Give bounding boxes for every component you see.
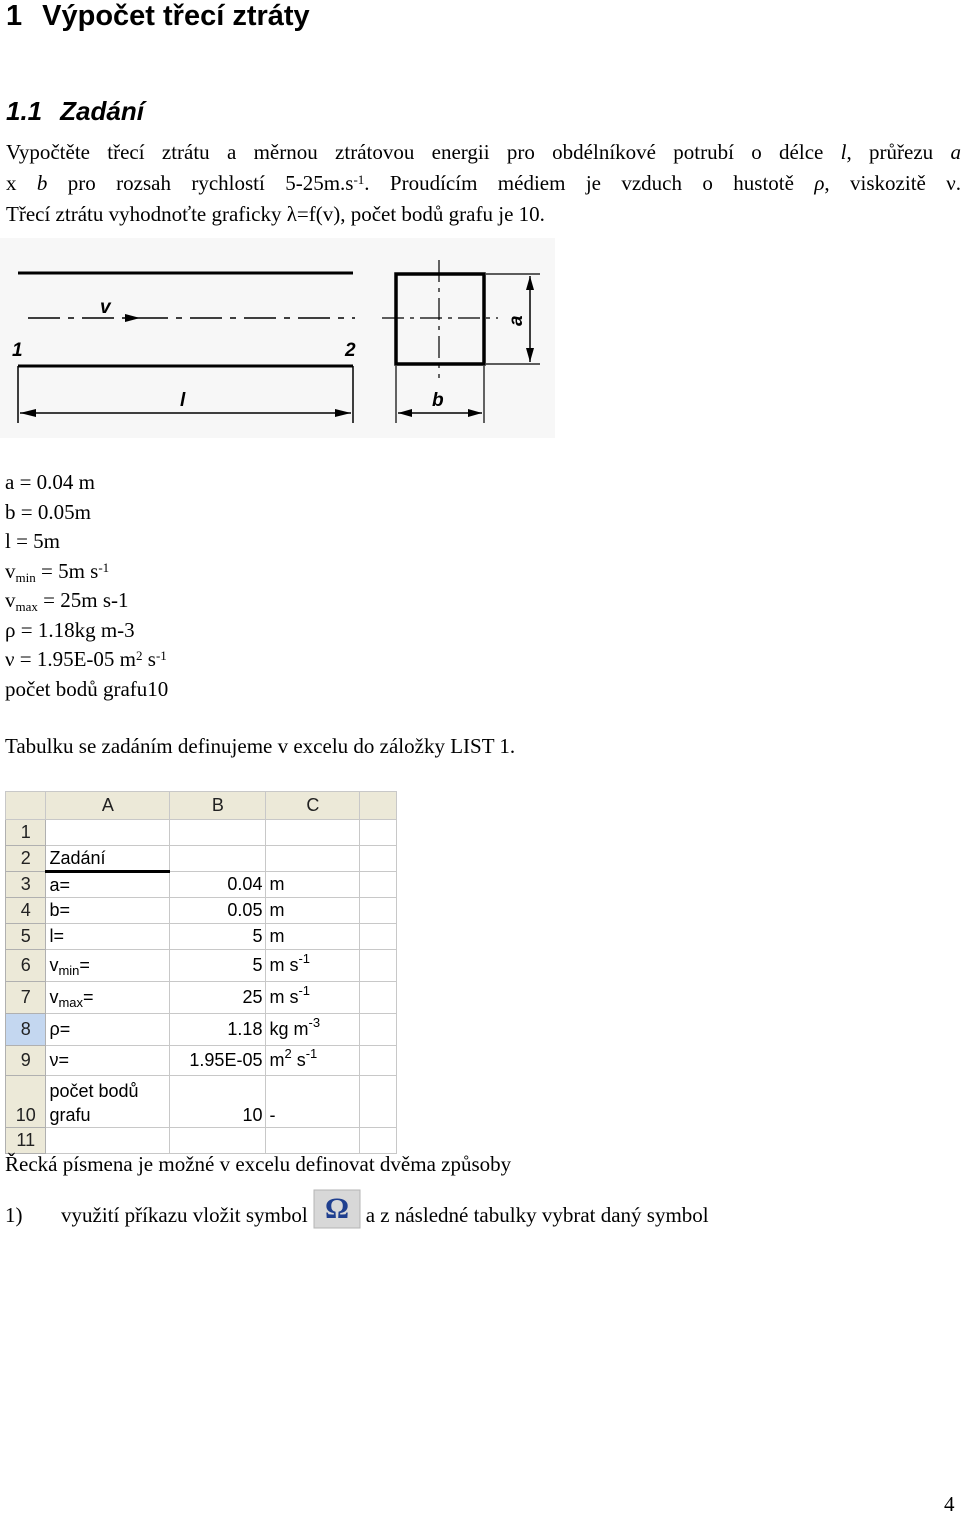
param-nu-value: ν = 1.95E-05 m — [5, 647, 136, 671]
cell-value[interactable]: 5 — [170, 950, 266, 982]
cell-label[interactable]: l= — [46, 924, 170, 950]
cell[interactable] — [360, 820, 397, 846]
param-nu-unit: s — [142, 647, 156, 671]
cell[interactable] — [170, 820, 266, 846]
excel-sheet — [5, 791, 397, 1151]
param-rho: ρ = 1.18kg m-3 — [5, 617, 135, 642]
column-header-a[interactable]: A — [46, 792, 170, 820]
intro-text: . Proudícím médiem je vzduch o hustotě — [364, 171, 815, 195]
intro-text: Třecí ztrátu vyhodnoťte graficky λ=f(v), počet bodů grafu je 10. — [6, 202, 545, 226]
cell-label-line: počet bodů — [49, 1081, 139, 1101]
row-header[interactable]: 2 — [6, 846, 46, 872]
cell[interactable] — [360, 1014, 397, 1046]
omega-icon[interactable] — [314, 1190, 360, 1228]
cell-label[interactable] — [46, 950, 170, 982]
row-header[interactable]: 3 — [6, 872, 46, 898]
intro-text: pro rozsah rychlostí 5-25m.s — [47, 171, 354, 195]
cell-unit[interactable]: m — [266, 872, 360, 898]
chapter-number: 1 — [6, 0, 23, 32]
param-l: l = 5m — [5, 529, 61, 553]
row-header-selected[interactable]: 8 — [6, 1014, 46, 1046]
param-points: počet bodů grafu10 — [5, 676, 169, 701]
cell-value[interactable]: 0.05 — [170, 898, 266, 924]
row-header[interactable]: 11 — [6, 1128, 46, 1154]
var-a: a — [950, 140, 961, 164]
column-header-extra[interactable] — [360, 792, 397, 820]
exponent: -1 — [353, 172, 365, 187]
cell-unit-exponent: -1 — [298, 951, 311, 966]
cell-symbol: v — [49, 955, 59, 975]
cell-value[interactable]: 25 — [170, 982, 266, 1014]
column-header-b[interactable]: B — [170, 792, 266, 820]
var-l: l — [840, 140, 847, 164]
cell-unit-exponent: -1 — [305, 1046, 318, 1061]
cell-unit[interactable] — [266, 1014, 360, 1046]
list-item-text: a z následné tabulky vybrat daný symbol — [365, 1202, 709, 1227]
cell[interactable] — [266, 1128, 360, 1154]
row-header[interactable]: 6 — [6, 950, 46, 982]
cell[interactable] — [360, 1128, 397, 1154]
cell[interactable] — [170, 1128, 266, 1154]
cell[interactable] — [46, 820, 170, 846]
cell-unit[interactable]: m — [266, 898, 360, 924]
section-heading — [6, 96, 144, 127]
intro-text: x — [6, 171, 37, 195]
cell-value[interactable]: 10 — [170, 1076, 266, 1128]
cell-zadani[interactable]: Zadání — [46, 846, 170, 872]
cell[interactable] — [360, 1076, 397, 1128]
rho-symbol: ρ — [814, 171, 825, 195]
cell-label[interactable]: a= — [46, 872, 170, 898]
label-a: a — [506, 315, 527, 326]
cell-label[interactable]: ρ= — [46, 1014, 170, 1046]
nu-symbol: ν — [946, 171, 956, 195]
param-vmax-subscript: max — [15, 599, 38, 614]
parameter-list — [5, 468, 168, 704]
param-nu — [5, 645, 168, 675]
diagram-background — [0, 238, 555, 438]
cell-label[interactable]: ν= — [46, 1046, 170, 1076]
column-header-c[interactable]: C — [266, 792, 360, 820]
cell-unit[interactable]: - — [266, 1076, 360, 1128]
cell-subscript: max — [58, 995, 84, 1010]
param-nu-exponent: 2 — [136, 648, 143, 663]
param-vmin-subscript: min — [15, 569, 36, 585]
row-header[interactable]: 4 — [6, 898, 46, 924]
cell-unit-exponent: -1 — [298, 983, 311, 998]
cell-unit-base: m s — [269, 955, 299, 975]
intro-text: , viskozitě — [824, 171, 947, 195]
cell-label[interactable] — [46, 982, 170, 1014]
label-v: v — [100, 297, 111, 318]
list-item-text: využití příkazu vložit symbol — [61, 1202, 308, 1227]
greek-letters-text: Řecká písmena je možné v excelu definovat dvěma způsoby — [5, 1152, 512, 1176]
row-header[interactable]: 1 — [6, 820, 46, 846]
row-header[interactable]: 9 — [6, 1046, 46, 1076]
intro-text: . — [955, 171, 961, 195]
cell[interactable] — [266, 820, 360, 846]
pipe-diagram — [0, 238, 560, 438]
cell-value[interactable]: 1.95E-05 — [170, 1046, 266, 1076]
cell-value[interactable]: 1.18 — [170, 1014, 266, 1046]
cell-value[interactable]: 0.04 — [170, 872, 266, 898]
cell-subscript: min — [58, 963, 80, 978]
param-vmin-symbol: v — [5, 558, 16, 583]
cell[interactable] — [170, 846, 266, 872]
label-b: b — [432, 390, 444, 411]
cell-label-line: grafu — [49, 1105, 91, 1125]
var-b: b — [36, 171, 48, 195]
cell-unit-base: m s — [269, 987, 299, 1007]
cell-value[interactable]: 5 — [170, 924, 266, 950]
cell[interactable] — [360, 898, 397, 924]
cell[interactable] — [46, 1128, 170, 1154]
cell-equals: = — [79, 955, 90, 975]
chapter-title: Výpočet třecí ztráty — [42, 0, 310, 32]
cell-symbol: v — [49, 987, 59, 1007]
param-a: a = 0.04 m — [5, 470, 95, 494]
cell[interactable] — [360, 950, 397, 982]
cell[interactable] — [360, 846, 397, 872]
label-2: 2 — [345, 340, 356, 361]
param-vmax-value: = 25m s-1 — [37, 588, 129, 612]
list-item — [5, 1192, 709, 1236]
page-number: 4 — [944, 1492, 955, 1516]
section-number: 1.1 — [6, 96, 43, 126]
svg-text:Ω: Ω — [324, 1192, 349, 1225]
param-vmin-exponent: -1 — [98, 559, 110, 575]
param-vmin — [5, 557, 168, 587]
intro-text: Vypočtěte třecí ztrátu a měrnou ztrátovou energii pro obdélníkové potrubí o délce — [6, 140, 841, 164]
assignment-paragraph — [6, 137, 961, 230]
cell-unit-base: m — [269, 1050, 285, 1070]
list-item-number: 1) — [5, 1202, 23, 1227]
cell-unit-exponent: -3 — [308, 1015, 321, 1030]
cell-unit-base: s — [291, 1050, 306, 1070]
cell-label[interactable]: b= — [46, 898, 170, 924]
param-b: b = 0.05m — [5, 499, 91, 524]
param-nu-exponent: -1 — [155, 648, 167, 663]
label-1: 1 — [12, 340, 23, 361]
param-vmax — [5, 586, 168, 616]
cell-label[interactable] — [46, 1076, 170, 1128]
table-intro-text: Tabulku se zadáním definujeme v excelu do záložky LIST 1. — [5, 734, 516, 758]
sheet-corner[interactable] — [6, 792, 46, 820]
row-header[interactable]: 10 — [6, 1076, 46, 1128]
label-l: l — [180, 390, 186, 411]
cell-unit[interactable] — [266, 1046, 360, 1076]
param-vmin-value: = 5m s — [35, 558, 99, 583]
section-title: Zadání — [60, 96, 144, 126]
chapter-heading — [6, 0, 310, 33]
cell-unit[interactable] — [266, 982, 360, 1014]
param-vmax-symbol: v — [5, 588, 16, 612]
cell[interactable] — [360, 924, 397, 950]
cell[interactable] — [360, 872, 397, 898]
cell[interactable] — [360, 982, 397, 1014]
cell-unit[interactable] — [266, 950, 360, 982]
row-header[interactable]: 7 — [6, 982, 46, 1014]
cell[interactable] — [266, 846, 360, 872]
intro-text: , průřezu — [846, 140, 951, 164]
cell-unit[interactable]: m — [266, 924, 360, 950]
row-header[interactable]: 5 — [6, 924, 46, 950]
cell-equals: = — [83, 987, 94, 1007]
cell-unit-exponent: 2 — [284, 1046, 292, 1061]
cell-unit-base: kg m — [269, 1019, 309, 1039]
cell[interactable] — [360, 1046, 397, 1076]
